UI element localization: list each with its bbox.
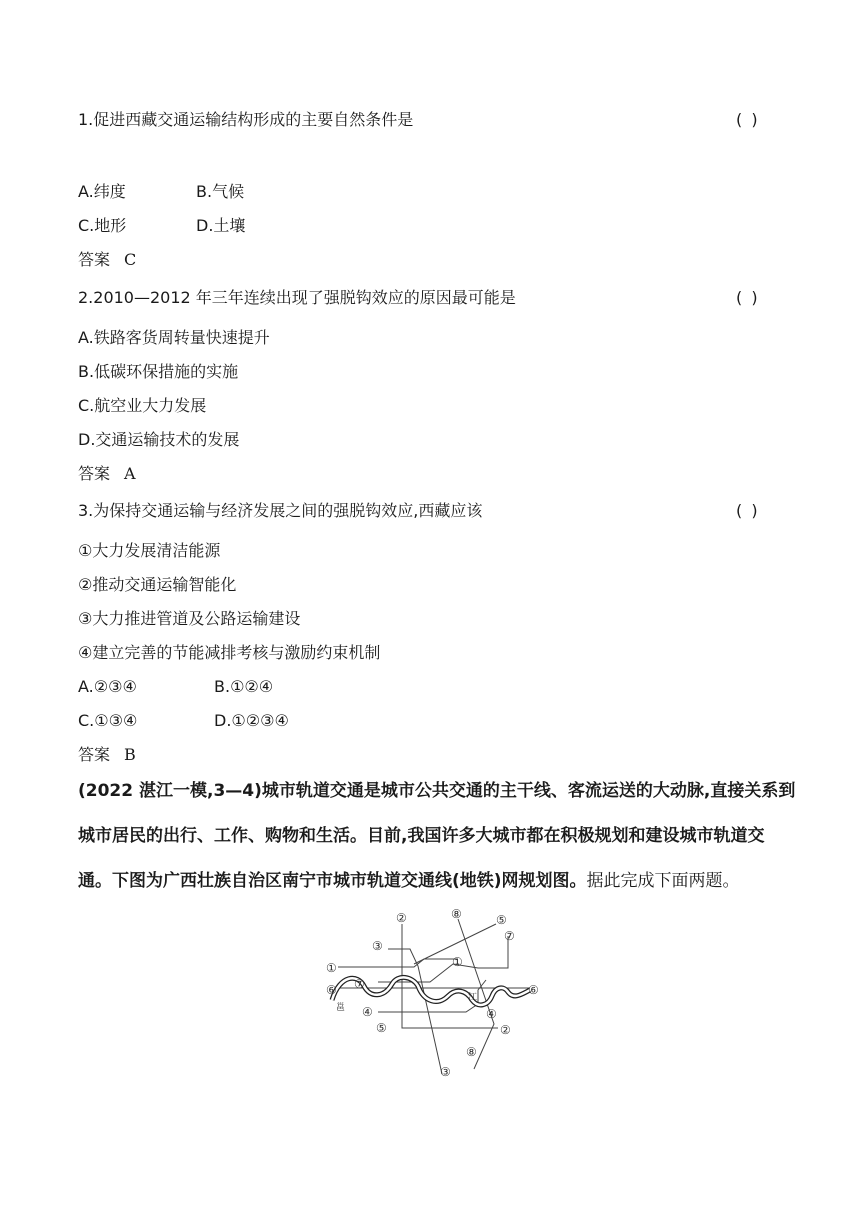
map-label-6-left: ⑥ — [326, 983, 337, 997]
answer-label: 答案 — [78, 464, 111, 483]
q2-answer — [78, 464, 136, 484]
q1-option-d: D.土壤 — [196, 216, 246, 235]
q3-option-a: A.②③④ — [78, 677, 137, 696]
q1-option-a: A.纬度 — [78, 182, 126, 201]
intro-line-2: 城市居民的出行、工作、购物和生活。目前,我国许多大城市都在积极规划和建设城市轨道交 — [78, 826, 765, 846]
metro-map — [318, 904, 548, 1079]
map-label-6-right: ⑥ — [528, 983, 539, 997]
q2-answer-parens: ( ) — [736, 288, 760, 307]
map-label-1-left: ① — [326, 961, 337, 975]
map-label-4-left: ④ — [362, 1005, 373, 1019]
answer-label: 答案 — [78, 745, 111, 764]
answer-value: A — [124, 464, 136, 483]
map-label-7-left: ⑦ — [354, 977, 365, 991]
intro-line-3-main: 通。下图为广西壮族自治区南宁市城市轨道交通线(地铁)网规划图。 — [78, 871, 587, 891]
q3-stem: 3.为保持交通运输与经济发展之间的强脱钩效应,西藏应该 — [78, 501, 483, 520]
q3-option-c: C.①③④ — [78, 711, 138, 730]
answer-value: C — [124, 250, 137, 269]
answer-value: B — [124, 745, 136, 764]
q2-option-a: A.铁路客货周转量快速提升 — [78, 328, 270, 347]
q3-item-3: ③大力推进管道及公路运输建设 — [78, 609, 301, 628]
q3-item-1: ①大力发展清洁能源 — [78, 541, 221, 560]
q3-option-d: D.①②③④ — [214, 711, 289, 730]
q3-item-4: ④建立完善的节能减排考核与激励约束机制 — [78, 643, 381, 662]
metro-line-1 — [338, 959, 458, 967]
q2-option-d: D.交通运输技术的发展 — [78, 430, 240, 449]
q3-item-2: ②推动交通运输智能化 — [78, 575, 237, 594]
q1-answer — [78, 250, 136, 270]
map-label-2-right: ② — [500, 1023, 511, 1037]
q2-option-b: B.低碳环保措施的实施 — [78, 362, 239, 381]
map-label-5-bottom: ⑤ — [376, 1021, 387, 1035]
map-label-2-top: ② — [396, 911, 407, 925]
q2-stem: 2.2010—2012 年三年连续出现了强脱钩效应的原因最可能是 — [78, 288, 516, 307]
q1-stem: 1.促进西藏交通运输结构形成的主要自然条件是 — [78, 110, 414, 129]
q1-option-b: B.气候 — [196, 182, 245, 201]
river-label-yong: 邕 — [336, 1003, 346, 1013]
q3-answer — [78, 745, 136, 765]
answer-label: 答案 — [78, 250, 111, 269]
q3-option-b: B.①②④ — [214, 677, 274, 696]
q1-answer-parens: ( ) — [736, 110, 760, 129]
q1-option-c: C.地形 — [78, 216, 127, 235]
map-label-4-right: ④ — [486, 1007, 497, 1021]
intro-line-3-tail: 据此完成下面两题。 — [586, 871, 740, 891]
intro-line-1: (2022 湛江一模,3—4)城市轨道交通是城市公共交通的主干线、客流运送的大动脉,直接关系到 — [78, 781, 796, 801]
map-label-5-right: ⑤ — [496, 913, 507, 927]
map-label-1-center: ① — [452, 955, 463, 969]
river-label-jiang: 江 — [468, 993, 478, 1003]
map-label-3-top: ③ — [372, 939, 383, 953]
map-label-7-right: ⑦ — [504, 929, 515, 943]
map-label-3-bottom: ③ — [440, 1065, 451, 1079]
map-label-8-top: ⑧ — [451, 907, 462, 921]
q3-answer-parens: ( ) — [736, 501, 760, 520]
intro-line-3 — [78, 871, 788, 891]
q2-option-c: C.航空业大力发展 — [78, 396, 207, 415]
map-label-8-bottom: ⑧ — [466, 1045, 477, 1059]
